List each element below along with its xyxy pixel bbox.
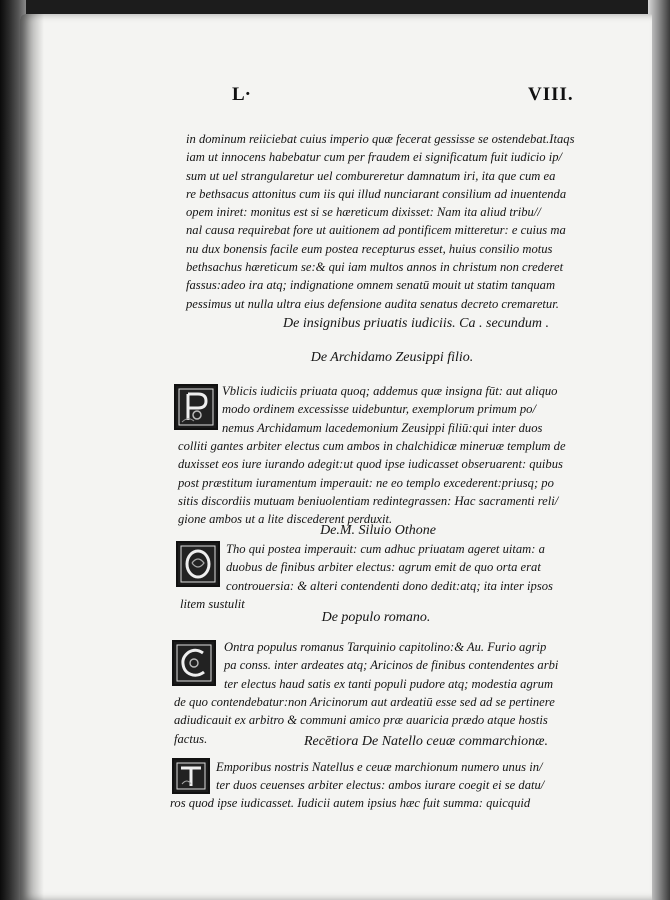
section-text-indented bbox=[224, 638, 558, 693]
text-line: controuersia: & alteri contendenti dono dedit:atq; ita inter ipsos bbox=[226, 578, 553, 593]
book-page bbox=[20, 14, 652, 900]
section-title: De populo romano. bbox=[321, 610, 431, 625]
text-line: factus. bbox=[174, 731, 208, 746]
text-line: iam ut innocens habebatur cum per fraudem ei significatum fuit iudicio ip/ bbox=[186, 150, 563, 165]
text-line: Tho qui postea imperauit: cum adhuc priuatam ageret uitam: a bbox=[226, 542, 545, 556]
text-line: de quo contendebatur:non Aricinorum aut ardeatiū esse sed ad se pertinere bbox=[174, 695, 555, 709]
text-line: re bethsacus attonitus cum iis qui illud nunciarant consilium ad inuentenda bbox=[186, 186, 567, 201]
decorated-initial-c-icon bbox=[172, 640, 216, 686]
text-line: modo ordinem excessisse uidebuntur, exemplorum primum po/ bbox=[222, 402, 536, 417]
decorated-initial-p-icon bbox=[174, 384, 218, 430]
text-line: ter duos ceuenses arbiter electus: ambos iurare coegit ei se datu/ bbox=[216, 778, 545, 793]
text-line: nal causa requirebat fore ut auitionem ad pontificem mitteretur: e cuius ma bbox=[186, 223, 566, 238]
text-line: opem iniret: monitus est si se hæreticum dixisset: Nam ita aliud tribu// bbox=[186, 205, 541, 220]
section-text-indented bbox=[216, 758, 544, 795]
section-title: Recētiora De Natello ceuæ commarchionæ. bbox=[303, 734, 549, 749]
text-line: pessimus ut nulla ultra eius defensione audita senatus decreto cremaretur. bbox=[186, 296, 559, 311]
text-line: adiudicauit ex arbitro & communi amico præ auaricia prædo atque hostis bbox=[174, 713, 548, 728]
decorated-initial-o-icon bbox=[176, 541, 220, 587]
text-line: fassus:adeo ira atq; indignatione omnem senatū mouit ut statim tanquam bbox=[186, 278, 556, 293]
section-title: De.M. Siluio Othone bbox=[320, 523, 436, 538]
text-line: Emporibus nostris Natellus e ceuæ marchionum numero unus in/ bbox=[216, 760, 543, 774]
decorated-initial-t-icon bbox=[172, 758, 210, 794]
header-left: L· bbox=[232, 84, 252, 105]
text-line: colliti gantes arbiter electus cum ambos in chalchidicæ mineruæ templum de bbox=[178, 439, 566, 453]
text-line: nemus Archidamum lacedemonium Zeusippi filiū:qui inter duos bbox=[222, 420, 543, 435]
text-line: bethsachus hæreticum se:& qui iam multos annos in christum non crederet bbox=[186, 260, 564, 275]
text-line: Vblicis iudiciis priuata quoq; addemus quæ insigna fūt: aut aliquo bbox=[222, 384, 558, 398]
text-line: Ontra populus romanus Tarquinio capitolino:& Au. Furio agrip bbox=[224, 640, 547, 654]
folio-number: VIII. bbox=[528, 84, 574, 105]
text-line: ros quod ipse iudicasset. Iudicii autem ipsius hæc fuit summa: quicquid bbox=[170, 796, 531, 810]
text-line: duobus de finibus arbiter electus: agrum emit de quo orta erat bbox=[226, 560, 541, 575]
gutter-shadow bbox=[20, 14, 44, 900]
section-text bbox=[170, 794, 530, 812]
section-text bbox=[178, 437, 566, 528]
section-title: De Archidamo Zeusippi filio. bbox=[310, 350, 474, 365]
text-line: pa conss. inter ardeates atq; Aricinos de finibus contendentes arbi bbox=[224, 658, 559, 673]
text-line: in dominum reiiciebat cuius imperio quæ fecerat gessisse se ostendebat.Itaqs bbox=[186, 132, 575, 146]
intro-paragraph bbox=[186, 130, 575, 313]
chapter-heading: De insignibus priuatis iudiciis. Ca . secundum . bbox=[283, 316, 549, 331]
text-line: nu dux bonensis facile eum postea recepturus esset, huius consilio motus bbox=[186, 241, 553, 256]
text-line: litem sustulit bbox=[180, 597, 245, 611]
text-line: sitis discordiis mutuam beniuolentiam redintegrassen: Hac sacramenti reli/ bbox=[178, 493, 559, 508]
text-line: gione ambos ut a lite discederent perduxit. bbox=[178, 512, 393, 527]
section-text-indented bbox=[222, 382, 557, 437]
text-line: post præstitum iuramentum imperauit: ne eo templo excederent:priusq; po bbox=[178, 475, 554, 490]
text-line: ter electus haud satis ex tanti populi pudore atq; modestia agrum bbox=[224, 676, 554, 691]
text-line: sum ut uel strangularetur uel combureretur damnatum iri, ita que cum ea bbox=[186, 168, 556, 183]
text-line: duxisset eos iure iurando adegit:ut quod ipse iudicasset obseruarent: quibus bbox=[178, 457, 563, 472]
section-text-indented bbox=[226, 540, 553, 595]
